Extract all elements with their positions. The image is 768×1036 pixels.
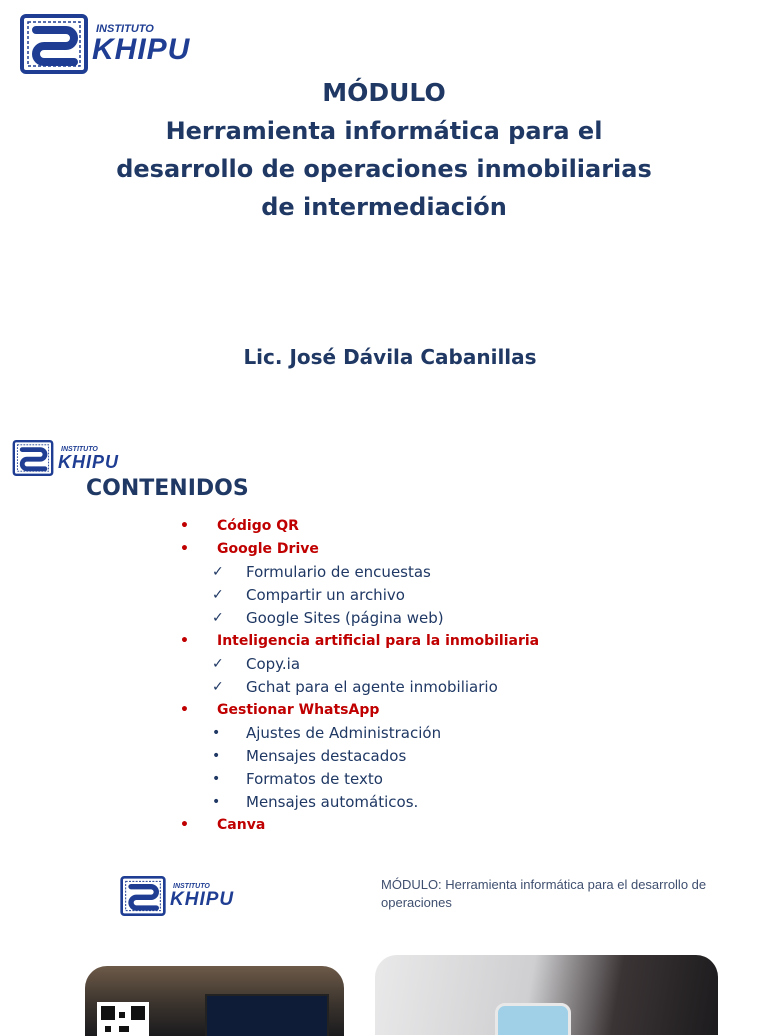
brand-small-text: INSTITUTO: [96, 22, 154, 35]
contents-sub-item: [180, 584, 740, 607]
phone-icon: [495, 1003, 571, 1035]
contents-item-label: Compartir un archivo: [246, 586, 405, 604]
contents-item-label: Gchat para el agente inmobiliario: [246, 678, 498, 696]
khipu-logo: [120, 876, 234, 916]
contents-main-item: [180, 515, 740, 538]
khipu-logo: [20, 14, 190, 74]
checkmark-icon: ✓: [212, 679, 224, 695]
bullet-icon: •: [212, 725, 221, 741]
contents-item-label: Mensajes destacados: [246, 747, 407, 765]
contents-item-label: Ajustes de Administración: [246, 724, 442, 742]
contents-sub-item: [180, 561, 740, 584]
contents-item-label: Código QR: [217, 518, 299, 534]
brand-big-text: KHIPU: [58, 451, 120, 472]
contents-item-label: Formulario de encuestas: [246, 563, 431, 581]
contents-sub-item: [180, 607, 740, 630]
checkmark-icon: ✓: [212, 656, 224, 672]
contents-main-item: [180, 538, 740, 561]
contents-item-label: Formatos de texto: [246, 770, 383, 788]
contents-sub-item: [180, 653, 740, 676]
contents-heading: CONTENIDOS: [86, 476, 249, 501]
bullet-icon: •: [212, 748, 221, 764]
module-footer-text: MÓDULO: Herramienta informática para el desarrollo de operaciones: [381, 877, 707, 910]
monitor-screen: [205, 994, 329, 1036]
khipu-logo-icon: [120, 876, 166, 916]
qr-code-icon: [97, 1002, 149, 1036]
contents-sub-item: [180, 768, 740, 791]
title-line-2: Herramienta informática para el: [165, 117, 603, 145]
brand-big-text: KHIPU: [170, 889, 235, 910]
contents-main-item: [180, 630, 740, 653]
bullet-icon: •: [180, 702, 189, 718]
checkmark-icon: ✓: [212, 587, 224, 603]
contents-item-label: Gestionar WhatsApp: [217, 702, 380, 718]
bullet-icon: •: [212, 771, 221, 787]
contents-sub-item: [180, 791, 740, 814]
contents-main-item: [180, 699, 740, 722]
contents-sub-item: [180, 676, 740, 699]
author-name: Lic. José Dávila Cabanillas: [243, 345, 537, 369]
contents-list: [180, 515, 740, 837]
contents-item-label: Canva: [217, 817, 266, 833]
contents-item-label: Google Drive: [217, 541, 319, 557]
title-line-1: MÓDULO: [322, 78, 446, 107]
qr-code-photo: [85, 966, 344, 1036]
khipu-logo-icon: [12, 440, 54, 476]
brand-small-text: INSTITUTO: [173, 883, 210, 890]
checkmark-icon: ✓: [212, 610, 224, 626]
bullet-icon: •: [180, 633, 189, 649]
contents-sub-item: [180, 722, 740, 745]
title-line-4: de intermediación: [261, 193, 507, 221]
bullet-icon: •: [180, 541, 189, 557]
brand-small-text: INSTITUTO: [61, 445, 98, 453]
contents-sub-item: [180, 745, 740, 768]
title-line-3: desarrollo de operaciones inmobiliarias: [116, 155, 652, 183]
contents-item-label: Mensajes automáticos.: [246, 793, 419, 811]
brand-big-text: KHIPU: [92, 32, 191, 66]
khipu-logo: [12, 440, 119, 476]
module-title: [0, 74, 768, 226]
contents-item-label: Google Sites (página web): [246, 609, 444, 627]
bullet-icon: •: [212, 794, 221, 810]
bullet-icon: •: [180, 518, 189, 534]
contents-item-label: Copy.ia: [246, 655, 301, 673]
smartphone-photo: [375, 955, 718, 1035]
contents-main-item: [180, 814, 740, 837]
checkmark-icon: ✓: [212, 564, 224, 580]
contents-item-label: Inteligencia artificial para la inmobiliaria: [217, 633, 540, 649]
khipu-logo-icon: [20, 14, 88, 74]
bullet-icon: •: [180, 817, 189, 833]
